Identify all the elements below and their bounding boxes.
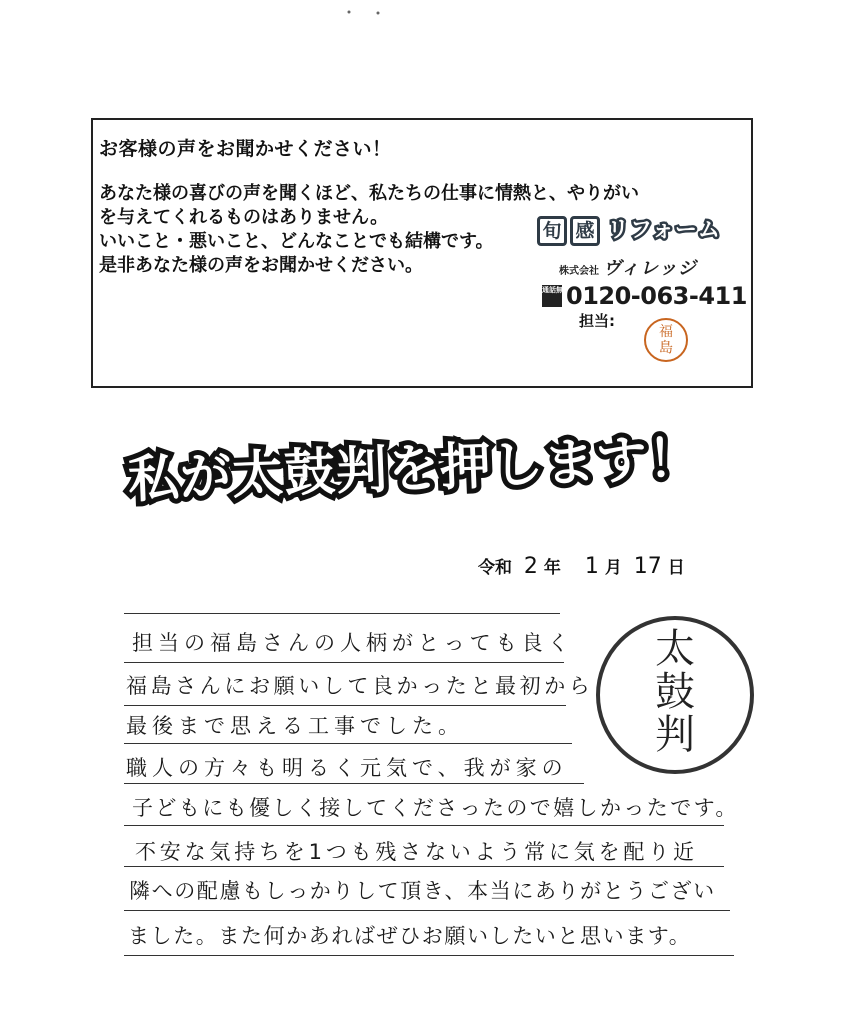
brand-badge: 感	[570, 216, 600, 246]
date-month: 1	[584, 554, 599, 579]
comment-line: 子どもにも優しく接してくださったので嬉しかったです。	[132, 796, 739, 820]
ruled-line	[124, 910, 730, 911]
company-name	[559, 254, 697, 280]
date-year-unit: 年	[543, 558, 561, 578]
toll-free-badge: 通話無料	[542, 285, 562, 307]
message-line: いいこと・悪いこと、どんなことでも結構です。	[99, 231, 494, 252]
message-line: を与えてくれるものはありません。	[99, 207, 389, 228]
brand-name: リフォーム	[607, 218, 721, 243]
staff-seal	[644, 318, 688, 362]
date-day-unit: 日	[667, 558, 685, 578]
date-era: 令和	[478, 558, 512, 578]
comment-line: 隣への配慮もしっかりして頂き、本当にありがとうござい	[129, 879, 716, 903]
date-month-unit: 月	[604, 558, 622, 578]
ruled-line	[124, 705, 566, 706]
ruled-line	[124, 866, 724, 867]
customer-voice-box	[91, 118, 753, 388]
date-day: 17	[633, 554, 662, 579]
box-title: お客様の声をお聞かせください！	[99, 138, 392, 160]
staff-label: 担当:	[579, 312, 615, 330]
brand-badge: 旬	[537, 216, 567, 246]
date-line	[478, 553, 685, 579]
scan-specks	[0, 0, 864, 60]
ruled-line	[124, 783, 584, 784]
stamp-text: 太 鼓 判	[655, 626, 695, 758]
comment-line: 担当の福島さんの人柄がとっても良く	[132, 631, 574, 655]
message-line: あなた様の喜びの声を聞くほど、私たちの仕事に情熱と、やりがい	[99, 183, 639, 204]
company-main-name: ヴィレッジ	[603, 258, 697, 279]
staff-seal-text: 福 島	[659, 324, 673, 356]
ruled-line	[124, 662, 564, 663]
comment-line: 不安な気持ちを1つも残さないよう常に気を配り近	[135, 840, 698, 864]
ruled-line	[124, 825, 724, 826]
phone-number: 0120-063-411	[566, 282, 747, 310]
message-line: 是非あなた様の声をお聞かせください。	[99, 255, 423, 276]
ruled-line	[124, 955, 734, 956]
ruled-line	[124, 613, 560, 614]
ruled-line	[124, 743, 572, 744]
brand-logo	[537, 216, 752, 246]
date-year: 2	[523, 554, 538, 579]
company-prefix: 株式会社	[559, 266, 599, 277]
taikoban-stamp	[596, 616, 754, 774]
comment-line: 最後まで思える工事でした。	[126, 714, 464, 738]
comment-line: 福島さんにお願いして良かったと最初から	[126, 674, 594, 698]
comment-line: ました。また何かあればぜひお願いしたいと思います。	[128, 924, 692, 948]
phone-block	[542, 282, 747, 310]
headline: 私が太鼓判を押します！	[127, 429, 701, 510]
comment-line: 職人の方々も明るく元気で、我が家の	[126, 756, 568, 780]
